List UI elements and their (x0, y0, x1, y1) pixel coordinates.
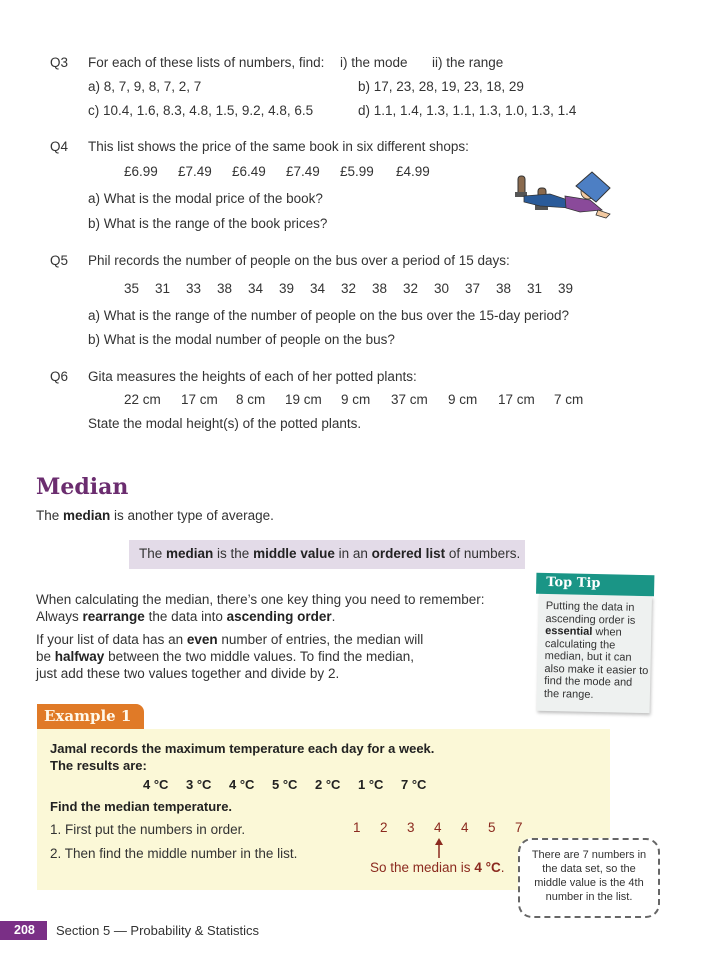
example-line-2: The results are: (50, 758, 147, 773)
value: 33 (186, 281, 202, 296)
price: £6.49 (232, 164, 266, 179)
ordered-value: 7 (515, 820, 523, 835)
ordered-value: 3 (407, 820, 415, 835)
price: £6.99 (124, 164, 158, 179)
person-reading-book-icon (510, 170, 615, 220)
top-tip-text: Putting the data in ascending order is essential when calculating the median, but it can also make it easier to find the mode and the range. (543, 599, 649, 701)
value: 34 (248, 281, 264, 296)
value: 38 (372, 281, 388, 296)
value: 32 (403, 281, 419, 296)
part-i-label: i) the mode (340, 55, 408, 70)
value: 38 (217, 281, 233, 296)
temperature: 3 °C (186, 777, 212, 792)
temperature: 2 °C (315, 777, 341, 792)
part-b: b) What is the range of the book prices? (88, 216, 328, 231)
price: £5.99 (340, 164, 374, 179)
instruction: State the modal height(s) of the potted plants. (88, 416, 362, 431)
top-tip-header (536, 573, 654, 596)
step-2: 2. Then find the middle number in the list. (50, 846, 298, 861)
top-tip-body (537, 594, 652, 713)
intro-text: The median is another type of average. (36, 508, 274, 523)
example-question: Find the median temperature. (50, 799, 233, 814)
paragraph-1-line-1: When calculating the median, there’s one key thing you need to remember: (36, 592, 485, 607)
question-number: Q4 (50, 139, 69, 154)
part-a: a) What is the range of the number of people on the bus over the 15-day period? (88, 308, 570, 323)
price: £7.49 (178, 164, 212, 179)
value: 34 (310, 281, 326, 296)
callout-text: There are 7 numbers in the data set, so the middle value is the 4th number in the list. (531, 849, 647, 903)
value: 32 (341, 281, 357, 296)
example-tab (37, 704, 144, 729)
temperature: 5 °C (272, 777, 298, 792)
value: 8 cm (236, 392, 266, 407)
price-list (124, 164, 450, 179)
temperature-list (143, 777, 444, 792)
ordered-value: 2 (380, 820, 388, 835)
value: 17 cm (498, 392, 535, 407)
top-tip-box (534, 573, 655, 713)
value: 30 (434, 281, 450, 296)
paragraph-2-line-3: just add these two values together and divide by 2. (36, 666, 340, 681)
value: 31 (527, 281, 543, 296)
median-answer: So the median is 4 °C. (370, 860, 505, 875)
value: 9 cm (341, 392, 371, 407)
temperature: 4 °C (229, 777, 255, 792)
question-number: Q5 (50, 253, 69, 268)
value: 22 cm (124, 392, 161, 407)
price: £4.99 (396, 164, 430, 179)
value: 37 (465, 281, 481, 296)
list-c: c) 10.4, 1.6, 8.3, 4.8, 1.5, 9.2, 4.8, 6.5 (88, 103, 314, 118)
question-number: Q6 (50, 369, 69, 384)
arrow-up-icon (434, 838, 444, 858)
page-number: 208 (14, 923, 35, 937)
ordered-value: 5 (488, 820, 496, 835)
definition-text: The median is the middle value in an ordered list of numbers. (139, 546, 521, 561)
step-1: 1. First put the numbers in order. (50, 822, 246, 837)
example-line-1: Jamal records the maximum temperature each day for a week. (50, 741, 435, 756)
list-a: a) 8, 7, 9, 8, 7, 2, 7 (88, 79, 202, 94)
value: 19 cm (285, 392, 322, 407)
plant-heights-list (124, 392, 604, 407)
value: 9 cm (448, 392, 478, 407)
definition-box (129, 540, 525, 569)
temperature: 4 °C (143, 777, 169, 792)
ordered-value: 4 (461, 820, 469, 835)
value: 7 cm (554, 392, 584, 407)
question-number: Q3 (50, 55, 69, 70)
section-heading: Median (36, 474, 129, 500)
example-title: Example 1 (44, 707, 132, 725)
value: 17 cm (181, 392, 218, 407)
value: 39 (558, 281, 574, 296)
value: 31 (155, 281, 171, 296)
part-b: b) What is the modal number of people on the bus? (88, 332, 395, 347)
temperature: 7 °C (401, 777, 427, 792)
ordered-list (353, 820, 542, 835)
list-b: b) 17, 23, 28, 19, 23, 18, 29 (358, 79, 524, 94)
value: 39 (279, 281, 295, 296)
question-text: For each of these lists of numbers, find: (88, 55, 325, 70)
paragraph-2-line-1: If your list of data has an even number of entries, the median will (36, 632, 424, 647)
bus-count-list (124, 281, 589, 296)
temperature: 1 °C (358, 777, 384, 792)
part-ii-label: ii) the range (432, 55, 504, 70)
page-number-badge (0, 921, 47, 940)
explanation-callout (518, 838, 660, 918)
top-tip-title: Top Tip (546, 574, 601, 592)
value: 38 (496, 281, 512, 296)
part-a: a) What is the modal price of the book? (88, 191, 323, 206)
paragraph-2-line-2: be halfway between the two middle values. To find the median, (36, 649, 415, 664)
question-text: Gita measures the heights of each of her potted plants: (88, 369, 417, 384)
question-text: This list shows the price of the same book in six different shops: (88, 139, 469, 154)
ordered-value: 1 (353, 820, 361, 835)
value: 35 (124, 281, 140, 296)
ordered-value: 4 (434, 820, 442, 835)
section-title: Section 5 — Probability & Statistics (56, 923, 260, 938)
value: 37 cm (391, 392, 428, 407)
list-d: d) 1.1, 1.4, 1.3, 1.1, 1.3, 1.0, 1.3, 1.4 (358, 103, 577, 118)
paragraph-1-line-2: Always rearrange the data into ascending order. (36, 609, 336, 624)
question-text: Phil records the number of people on the bus over a period of 15 days: (88, 253, 510, 268)
price: £7.49 (286, 164, 320, 179)
